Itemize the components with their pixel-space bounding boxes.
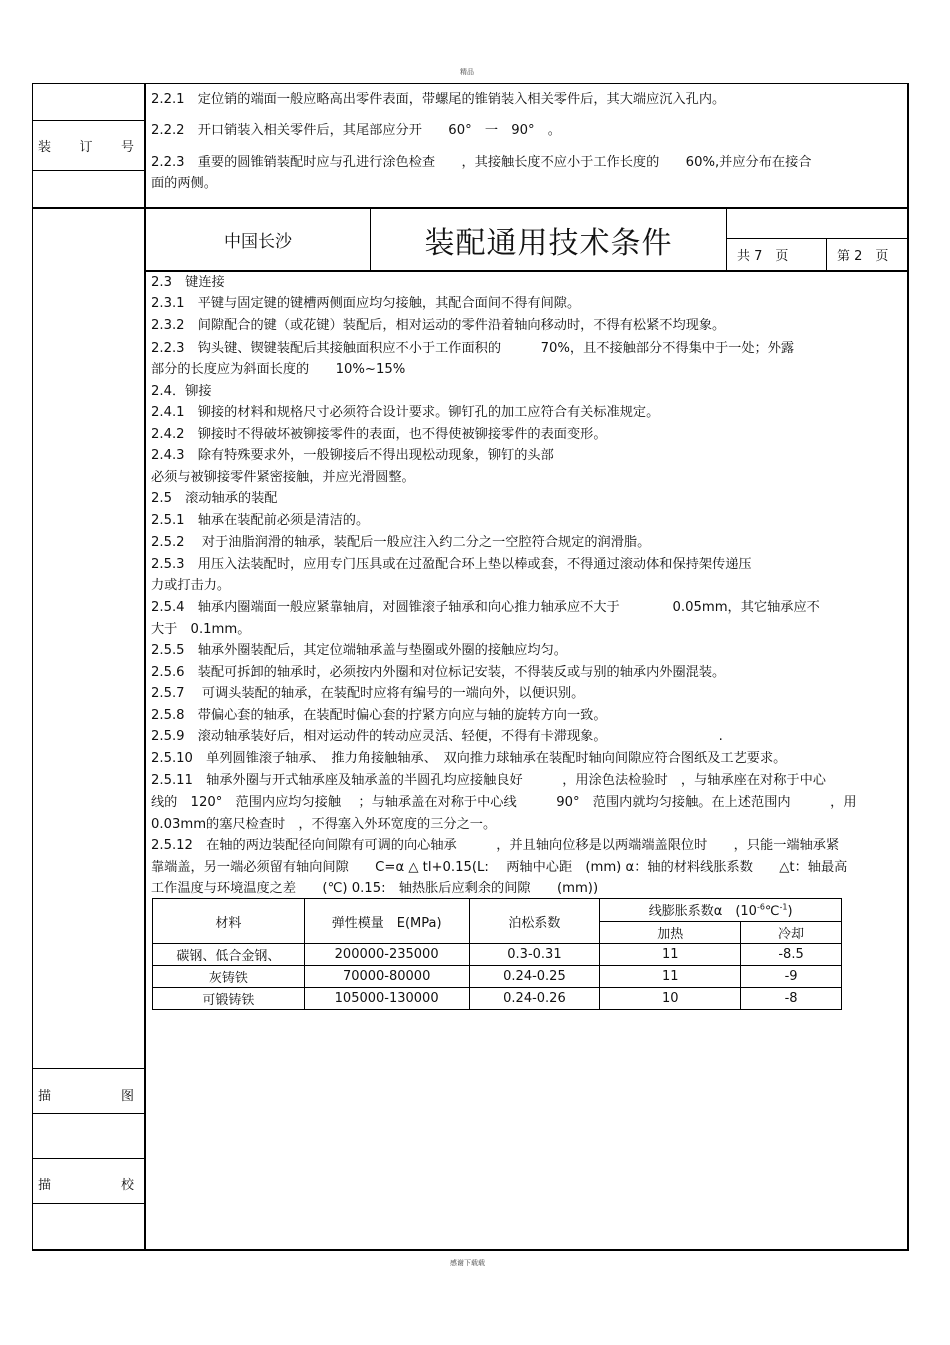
- table-cell: 105000-130000: [304, 988, 469, 1010]
- header-expansion: 线膨胀系数α $(10^{-6}℃^{-1})$: [600, 899, 842, 922]
- side-rule-5: [32, 1158, 145, 1159]
- table-cell: -8: [741, 988, 842, 1010]
- top-line-3: 2.2.3 重要的圆锥销装配时应与孔进行涂色检查 ，其接触长度不应小于工作长度的 60%,并应分布在接合: [151, 155, 812, 170]
- table-cell: 0.24-0.26: [469, 988, 600, 1010]
- header-modulus: 弹性模量 E(MPa): [304, 899, 469, 944]
- table-cell: 200000-235000: [304, 944, 469, 966]
- company-name: 中国长沙: [224, 232, 292, 252]
- body-line: 部分的长度应为斜面长度的 10%~15%: [151, 362, 406, 377]
- title-rule-bottom: [144, 270, 909, 272]
- side-rule-3: [32, 1068, 145, 1069]
- body-line: 2.4.3 除有特殊要求外，一般铆接后不得出现松动现象，铆钉的头部: [151, 448, 554, 463]
- table-cell: 灰铸铁: [153, 966, 305, 988]
- body-line: 2.5.7 可调头装配的轴承，在装配时应将有编号的一端向外，以便识别。: [151, 686, 585, 701]
- body-line: 大于 0.1mm。: [151, 622, 251, 637]
- body-line: 工作温度与环境温度之差 (℃) 0.15: 轴热胀后应剩余的间隙 (mm)): [151, 881, 599, 896]
- table-row: [153, 966, 842, 988]
- table-cell: 11: [600, 966, 741, 988]
- page-number: 第 2 页: [837, 249, 889, 264]
- table-cell: 0.24-0.25: [469, 966, 600, 988]
- table-row: [153, 944, 842, 966]
- body-line: 2.5.3 用压入法装配时，应用专门压具或在过盈配合环上垫以棒或套，不得通过滚动体和保持架传递压: [151, 557, 752, 572]
- binding-number-label: 装 订 号: [38, 140, 134, 155]
- body-line: 2.5.4 轴承内圈端面一般应紧靠轴肩，对圆锥滚子轴承和向心推力轴承应不大于 0.05mm，其它轴承应不: [151, 600, 820, 615]
- top-line-1: 2.2.1 定位销的端面一般应略高出零件表面，带螺尾的锥销装入相关零件后，其大端应沉入孔内。: [151, 92, 726, 107]
- body-line: 2.3 键连接: [151, 275, 225, 290]
- material-properties-table: [152, 898, 842, 1010]
- header-heating: 加热: [600, 921, 741, 944]
- body-line: 2.3.2 间隙配合的键（或花键）装配后，相对运动的零件沿着轴向移动时，不得有松紧不均现象。: [151, 318, 726, 333]
- body-line: 2.4．铆接: [151, 384, 212, 399]
- header-cooling: 冷却: [741, 921, 842, 944]
- body-line: 2.5.8 带偏心套的轴承，在装配时偏心套的拧紧方向应与轴的旋转方向一致。: [151, 708, 607, 723]
- body-line: 线的 120° 范围内应均匀接触 ；与轴承盖在对称于中心线 90° 范围内就均匀接触。在上述范围内 ，用: [151, 795, 857, 810]
- document-title: 装配通用技术条件: [424, 225, 673, 261]
- side-rule-2: [32, 170, 145, 171]
- body-line: 2.5.10 单列圆锥滚子轴承、 推力角接触轴承、 双向推力球轴承在装配时轴向间隙应符合图纸及工艺要求。: [151, 751, 787, 766]
- table-cell: 0.3-0.31: [469, 944, 600, 966]
- side-rule-4: [32, 1113, 145, 1114]
- table-cell: 11: [600, 944, 741, 966]
- table-row: [153, 988, 842, 1010]
- body-line: 2.5.11 轴承外圈与开式轴承座及轴承盖的半圆孔均应接触良好 ，用涂色法检验时 ，与轴承座在对称于中心: [151, 773, 826, 788]
- body-line: 力或打击力。: [151, 578, 231, 593]
- frame-top: [32, 83, 909, 84]
- body-line: 2.5.9 滚动轴承装好后，相对运动件的转动应灵活、轻便，不得有卡滞现象。 .: [151, 729, 723, 744]
- body-line: 2.4.2 铆接时不得破坏被铆接零件的表面，也不得使被铆接零件的表面变形。: [151, 427, 607, 442]
- side-rule-1: [32, 120, 145, 121]
- top-line-4: 面的两侧。: [151, 176, 217, 191]
- header-poisson: 泊松系数: [469, 899, 600, 944]
- frame-right: [907, 83, 909, 1250]
- footer-mark: 感谢下载载: [450, 1259, 485, 1267]
- body-line: 必须与被铆接零件紧密接触，并应光滑圆整。: [151, 470, 415, 485]
- drawing-label: 描 图: [38, 1089, 134, 1104]
- total-pages: 共 7 页: [737, 249, 789, 264]
- table-cell: 70000-80000: [304, 966, 469, 988]
- body-line: 2.5.12 在轴的两边装配径向间隙有可调的向心轴承 ，并且轴向位移是以两端端盖限位时 ，只能一端轴承紧: [151, 838, 840, 853]
- table-cell: 可锻铸铁: [153, 988, 305, 1010]
- check-label: 描 校: [38, 1178, 134, 1193]
- body-line: 2.5.2 对于油脂润滑的轴承，装配后一般应注入约二分之一空腔符合规定的润滑脂。: [151, 535, 651, 550]
- frame-bottom: [32, 1249, 909, 1251]
- header-mark: 精品: [460, 68, 474, 76]
- header-material: 材料: [153, 899, 305, 944]
- side-rule-6: [32, 1203, 145, 1204]
- body-line: 2.2.3 钩头键、锲键装配后其接触面积应不小于工作面积的 70%，且不接触部分不得集中于一处；外露: [151, 341, 795, 356]
- body-line: 靠端盖，另一端必须留有轴向间隙 C=α △ tl+0.15(L: 两轴中心距 (mm) α：轴的材料线胀系数 △t：轴最高: [151, 860, 848, 875]
- body-line: 2.5 滚动轴承的装配: [151, 491, 278, 506]
- table-cell: -9: [741, 966, 842, 988]
- table-cell: -8.5: [741, 944, 842, 966]
- top-line-2: 2.2.2 开口销装入相关零件后，其尾部应分开 60° 一 90° 。: [151, 123, 561, 138]
- body-line: 2.4.1 铆接的材料和规格尺寸必须符合设计要求。铆钉孔的加工应符合有关标准规定。: [151, 405, 660, 420]
- body-line: 2.5.1 轴承在装配前必须是清洁的。: [151, 513, 370, 528]
- body-line: 0.03mm的塞尺检查时 ，不得塞入外环宽度的三分之一。: [151, 817, 497, 832]
- frame-left-outer: [32, 83, 33, 1250]
- body-line: 2.3.1 平键与固定键的键槽两侧面应均匀接触，其配合面间不得有间隙。: [151, 296, 581, 311]
- table-header-row: [153, 899, 842, 922]
- body-line: 2.5.6 装配可拆卸的轴承时，必须按内外圈和对位标记安装，不得装反或与别的轴承内外圈混装。: [151, 665, 726, 680]
- body-line: 2.5.5 轴承外圈装配后，其定位端轴承盖与垫圈或外圈的接触应均匀。: [151, 643, 567, 658]
- table-cell: 10: [600, 988, 741, 1010]
- table-cell: 碳钢、低合金钢、: [153, 944, 305, 966]
